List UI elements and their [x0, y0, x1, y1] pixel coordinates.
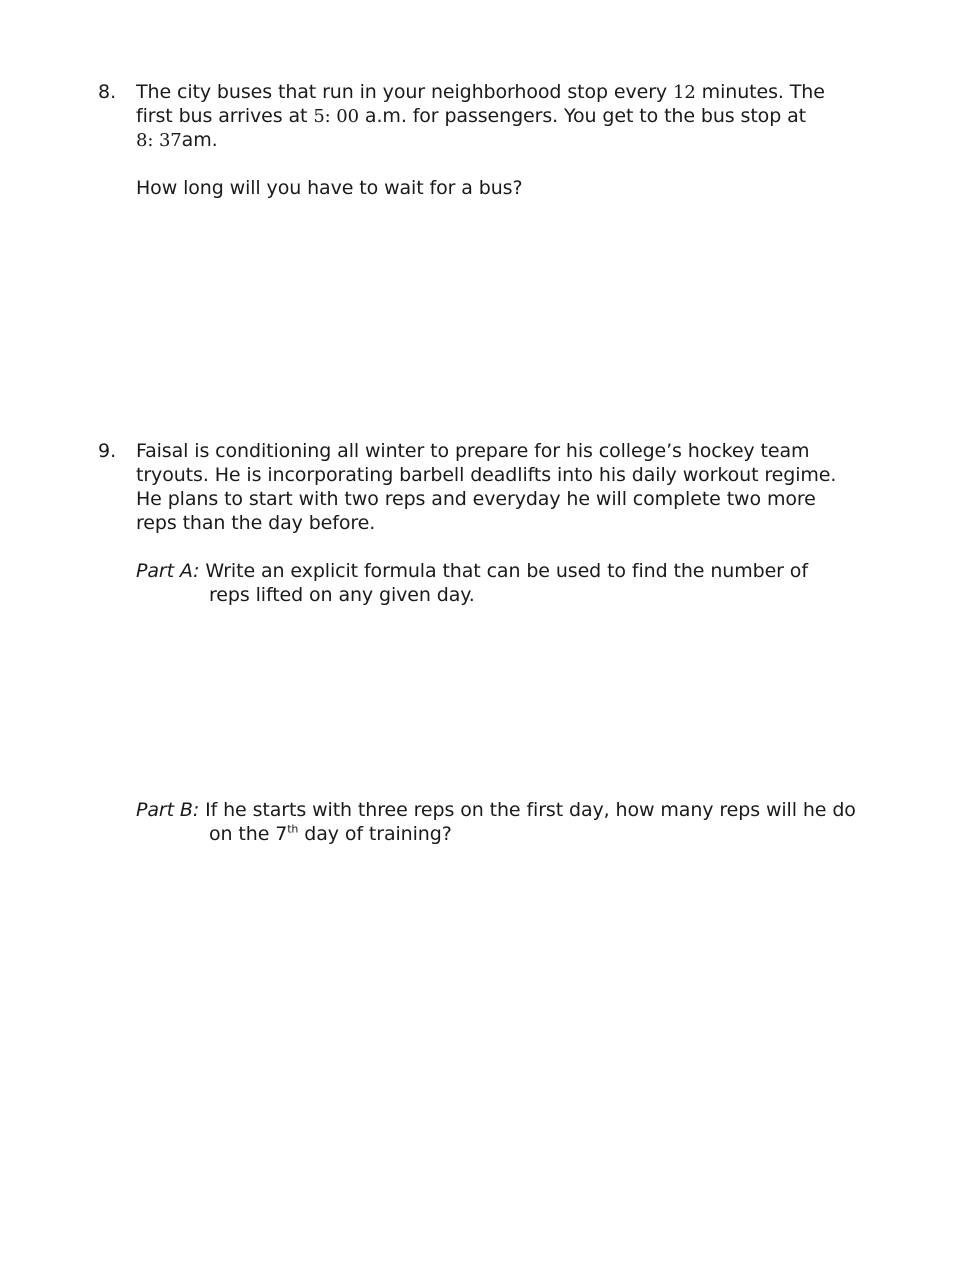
question-8-text: The city buses that run in your neighborhood stop every [136, 81, 674, 103]
part-b-text: day of training? [298, 823, 452, 845]
part-a-label: Part A: [136, 560, 200, 582]
ordinal-suffix: th [287, 822, 299, 836]
question-9-line-3: He plans to start with two reps and everyday he will complete two more [136, 488, 816, 510]
question-8-text: first bus arrives at [136, 105, 314, 127]
part-a-line-2: reps lifted on any given day. [209, 584, 475, 606]
question-8-text: a.m. for passengers. You get to the bus stop at [358, 105, 807, 127]
question-8-line-2 [136, 104, 806, 129]
question-8-arrival-time: 8: 37 [136, 130, 182, 151]
question-8-line-3 [136, 128, 218, 153]
question-8-prompt: How long will you have to wait for a bus? [136, 177, 523, 199]
part-b-line-2 [209, 822, 452, 846]
question-8-text: minutes. The [695, 81, 825, 103]
question-9-line-2: tryouts. He is incorporating barbell deadlifts into his daily workout regime. [136, 464, 837, 486]
question-8-line-1 [136, 80, 825, 105]
question-9-number: 9. [98, 440, 117, 462]
part-a-text: Write an explicit formula that can be used to find the number of [199, 560, 808, 582]
question-8-first-bus-time: 5: 00 [313, 106, 359, 127]
question-8-number: 8. [98, 81, 117, 103]
question-9-line-4: reps than the day before. [136, 512, 376, 534]
part-b-text: on the 7 [209, 823, 288, 845]
question-8-text: am. [181, 129, 218, 151]
question-8-interval: 12 [673, 82, 696, 103]
part-a-line-1 [136, 559, 808, 583]
part-b-line-1 [136, 798, 856, 822]
part-b-text: If he starts with three reps on the first day, how many reps will he do [199, 799, 856, 821]
question-9-line-1: Faisal is conditioning all winter to prepare for his college’s hockey team [136, 440, 810, 462]
part-b-label: Part B: [136, 799, 200, 821]
